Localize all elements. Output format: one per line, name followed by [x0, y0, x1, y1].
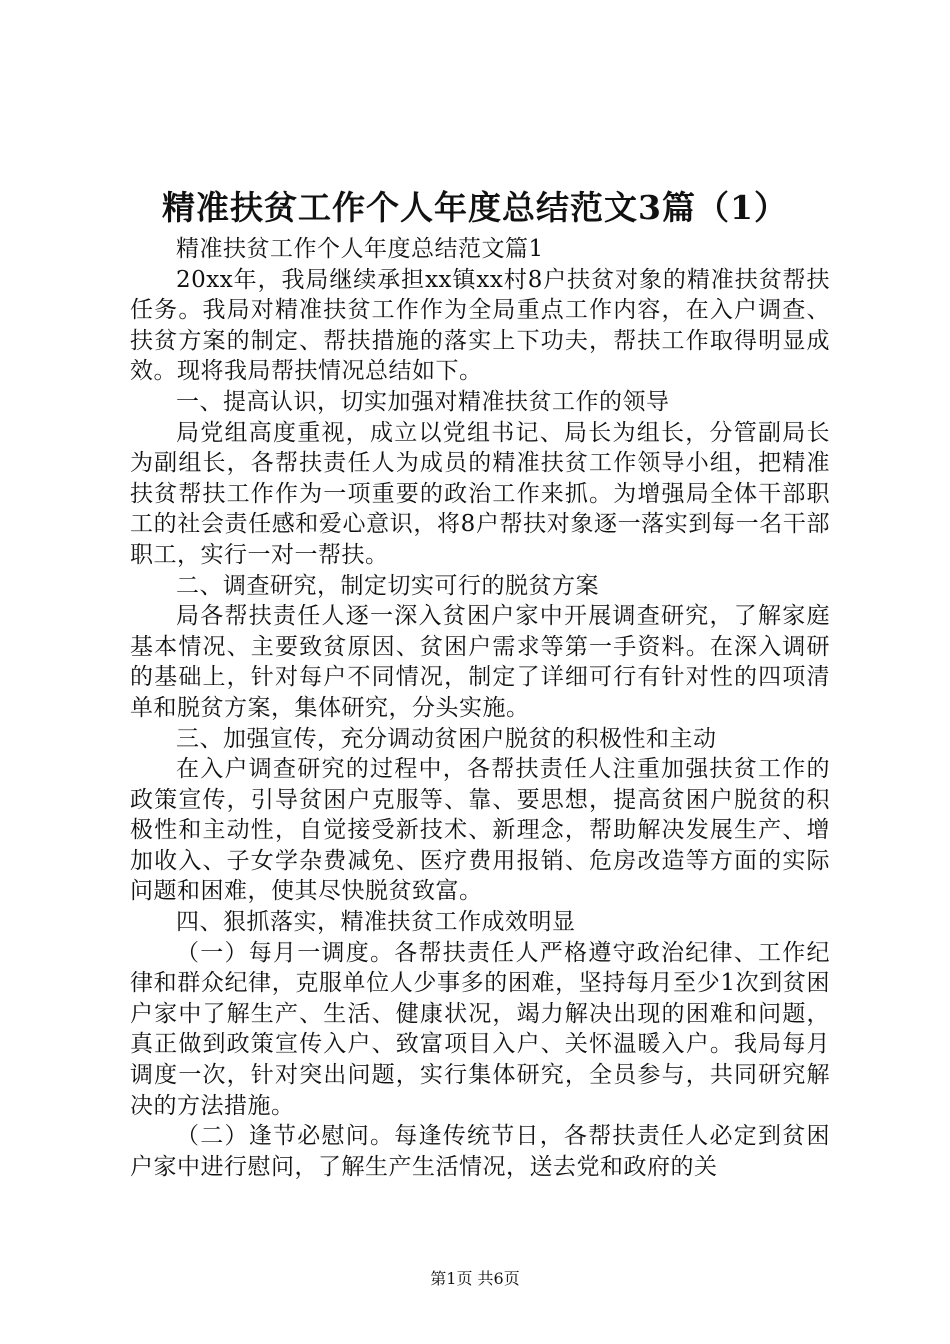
page-footer: 第1页 共6页	[430, 1269, 520, 1288]
paragraph-subsection-1: （一）每月一调度。各帮扶责任人严格遵守政治纪律、工作纪律和群众纪律，克服单位人少事多的困难，坚持每月至少1次到贫困户家中了解生产、生活、健康状况，竭力解决出现的困难和问题，真正做到政策宣传入户、致富项目入户、关怀温暖入户。我局每月调度一次，针对突出问题，实行集体研究，全员参与，共同研究解决的方法措施。	[130, 939, 830, 1119]
paragraph-subsection-2: （二）逢节必慰问。每逢传统节日，各帮扶责任人必定到贫困户家中进行慰问，了解生产生活情况，送去党和政府的关	[130, 1123, 830, 1180]
paragraph-subtitle: 精准扶贫工作个人年度总结范文篇1	[176, 236, 544, 262]
paragraph-section-3: 在入户调查研究的过程中，各帮扶责任人注重加强扶贫工作的政策宣传，引导贫困户克服等、靠、要思想，提高贫困户脱贫的积极性和主动性，自觉接受新技术、新理念，帮助解决发展生产、增加收入、子女学杂费减免、医疗费用报销、危房改造等方面的实际问题和困难，使其尽快脱贫致富。	[130, 756, 830, 905]
section-heading-1: 一、提高认识，切实加强对精准扶贫工作的领导	[176, 388, 670, 415]
section-heading-4: 四、狠抓落实，精准扶贫工作成效明显	[176, 909, 576, 936]
document-title: 精准扶贫工作个人年度总结范文3篇（1）	[162, 188, 788, 227]
document-body	[130, 234, 830, 1182]
paragraph-intro: 20xx年，我局继续承担xx镇xx村8户扶贫对象的精准扶贫帮扶任务。我局对精准扶贫工作作为全局重点工作内容，在入户调查、扶贫方案的制定、帮扶措施的落实上下功夫，帮扶工作取得明显成效。现将我局帮扶情况总结如下。	[130, 266, 830, 385]
paragraph-section-2: 局各帮扶责任人逐一深入贫困户家中开展调查研究，了解家庭基本情况、主要致贫原因、贫困户需求等第一手资料。在深入调研的基础上，针对每户不同情况，制定了详细可行有针对性的四项清单和脱贫方案，集体研究，分头实施。	[130, 603, 830, 721]
section-heading-3: 三、加强宣传，充分调动贫困户脱贫的积极性和主动	[176, 725, 717, 752]
section-heading-2: 二、调查研究，制定切实可行的脱贫方案	[176, 572, 599, 599]
paragraph-section-1: 局党组高度重视，成立以党组书记、局长为组长，分管副局长为副组长，各帮扶责任人为成员的精准扶贫工作领导小组，把精准扶贫帮扶工作作为一项重要的政治工作来抓。为增强局全体干部职工的社会责任感和爱心意识，将8户帮扶对象逐一落实到每一名干部职工，实行一对一帮扶。	[130, 419, 830, 568]
